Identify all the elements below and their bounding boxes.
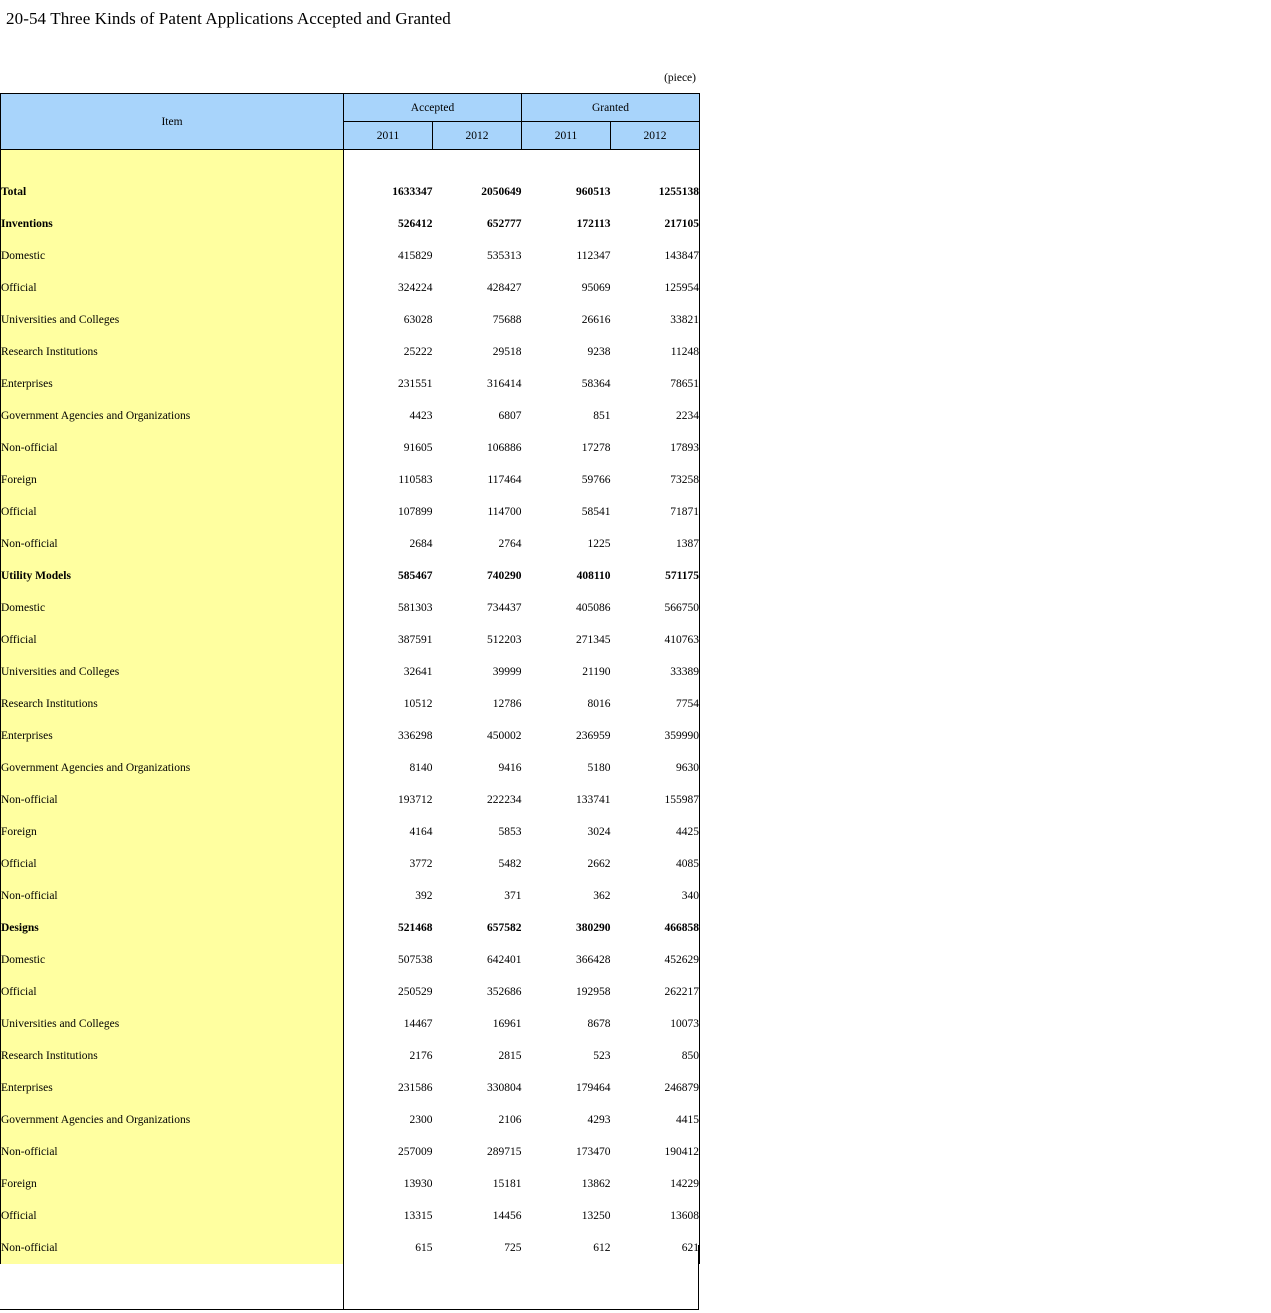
row-value: 392 bbox=[344, 880, 433, 912]
row-label: Domestic bbox=[1, 944, 344, 976]
row-value: 117464 bbox=[433, 464, 522, 496]
row-label: Government Agencies and Organizations bbox=[1, 1104, 344, 1136]
table-row bbox=[1, 528, 700, 560]
row-value: 78651 bbox=[611, 368, 700, 400]
row-label: Non-official bbox=[1, 1136, 344, 1168]
row-value: 380290 bbox=[522, 912, 611, 944]
row-value: 26616 bbox=[522, 304, 611, 336]
row-value: 4423 bbox=[344, 400, 433, 432]
row-value: 112347 bbox=[522, 240, 611, 272]
row-label: Government Agencies and Organizations bbox=[1, 400, 344, 432]
row-value: 9238 bbox=[522, 336, 611, 368]
row-value: 612 bbox=[522, 1232, 611, 1264]
row-value: 359990 bbox=[611, 720, 700, 752]
row-value: 387591 bbox=[344, 624, 433, 656]
row-value: 960513 bbox=[522, 176, 611, 208]
row-label: Official bbox=[1, 624, 344, 656]
table-row bbox=[1, 1200, 700, 1232]
row-value: 59766 bbox=[522, 464, 611, 496]
row-value: 5180 bbox=[522, 752, 611, 784]
spacer-num-cell bbox=[611, 150, 700, 177]
row-value: 7754 bbox=[611, 688, 700, 720]
row-value: 32641 bbox=[344, 656, 433, 688]
row-value: 58541 bbox=[522, 496, 611, 528]
row-value: 452629 bbox=[611, 944, 700, 976]
row-value: 9416 bbox=[433, 752, 522, 784]
row-value: 106886 bbox=[433, 432, 522, 464]
row-label: Non-official bbox=[1, 528, 344, 560]
row-label: Non-official bbox=[1, 432, 344, 464]
row-label: Domestic bbox=[1, 240, 344, 272]
row-value: 9630 bbox=[611, 752, 700, 784]
table-row bbox=[1, 912, 700, 944]
row-value: 535313 bbox=[433, 240, 522, 272]
row-label: Domestic bbox=[1, 592, 344, 624]
row-label: Official bbox=[1, 848, 344, 880]
table-left-rule bbox=[343, 1245, 344, 1310]
row-value: 526412 bbox=[344, 208, 433, 240]
row-value: 2764 bbox=[433, 528, 522, 560]
row-label: Enterprises bbox=[1, 720, 344, 752]
column-header-accepted: Accepted bbox=[344, 94, 522, 122]
row-value: 642401 bbox=[433, 944, 522, 976]
table-row bbox=[1, 592, 700, 624]
row-value: 125954 bbox=[611, 272, 700, 304]
row-label: Foreign bbox=[1, 816, 344, 848]
table-row bbox=[1, 496, 700, 528]
row-value: 652777 bbox=[433, 208, 522, 240]
table-row bbox=[1, 1040, 700, 1072]
row-value: 12786 bbox=[433, 688, 522, 720]
row-value: 15181 bbox=[433, 1168, 522, 1200]
table-bottom-rule bbox=[0, 1309, 699, 1310]
row-value: 3024 bbox=[522, 816, 611, 848]
row-value: 316414 bbox=[433, 368, 522, 400]
row-value: 271345 bbox=[522, 624, 611, 656]
row-value: 17893 bbox=[611, 432, 700, 464]
row-value: 39999 bbox=[433, 656, 522, 688]
row-value: 4415 bbox=[611, 1104, 700, 1136]
row-value: 512203 bbox=[433, 624, 522, 656]
row-label: Research Institutions bbox=[1, 688, 344, 720]
table-header bbox=[1, 94, 700, 150]
row-value: 1387 bbox=[611, 528, 700, 560]
table-row bbox=[1, 816, 700, 848]
row-value: 58364 bbox=[522, 368, 611, 400]
row-value: 133741 bbox=[522, 784, 611, 816]
unit-note: (piece) bbox=[664, 72, 696, 84]
table-row bbox=[1, 848, 700, 880]
table-row bbox=[1, 368, 700, 400]
row-value: 14456 bbox=[433, 1200, 522, 1232]
row-value: 4085 bbox=[611, 848, 700, 880]
table-row bbox=[1, 720, 700, 752]
row-value: 13930 bbox=[344, 1168, 433, 1200]
table-row bbox=[1, 784, 700, 816]
row-value: 324224 bbox=[344, 272, 433, 304]
row-value: 2106 bbox=[433, 1104, 522, 1136]
row-value: 2176 bbox=[344, 1040, 433, 1072]
row-label: Universities and Colleges bbox=[1, 1008, 344, 1040]
row-value: 250529 bbox=[344, 976, 433, 1008]
row-value: 4425 bbox=[611, 816, 700, 848]
row-value: 16961 bbox=[433, 1008, 522, 1040]
row-value: 521468 bbox=[344, 912, 433, 944]
table-row bbox=[1, 752, 700, 784]
row-label: Inventions bbox=[1, 208, 344, 240]
row-label: Enterprises bbox=[1, 368, 344, 400]
table-row bbox=[1, 336, 700, 368]
table-row bbox=[1, 1232, 700, 1264]
row-value: 5482 bbox=[433, 848, 522, 880]
row-value: 14229 bbox=[611, 1168, 700, 1200]
row-value: 581303 bbox=[344, 592, 433, 624]
table-row bbox=[1, 400, 700, 432]
row-value: 17278 bbox=[522, 432, 611, 464]
row-value: 371 bbox=[433, 880, 522, 912]
table-body bbox=[1, 150, 700, 1265]
row-value: 10512 bbox=[344, 688, 433, 720]
row-label: Universities and Colleges bbox=[1, 304, 344, 336]
row-value: 851 bbox=[522, 400, 611, 432]
column-header-item: Item bbox=[1, 94, 344, 150]
row-label: Designs bbox=[1, 912, 344, 944]
row-label: Total bbox=[1, 176, 344, 208]
row-label: Universities and Colleges bbox=[1, 656, 344, 688]
row-value: 366428 bbox=[522, 944, 611, 976]
row-value: 192958 bbox=[522, 976, 611, 1008]
row-value: 2300 bbox=[344, 1104, 433, 1136]
row-value: 850 bbox=[611, 1040, 700, 1072]
row-value: 246879 bbox=[611, 1072, 700, 1104]
table-row bbox=[1, 208, 700, 240]
row-value: 29518 bbox=[433, 336, 522, 368]
row-value: 3772 bbox=[344, 848, 433, 880]
table-row bbox=[1, 1072, 700, 1104]
page-title: 20-54 Three Kinds of Patent Applications Accepted and Granted bbox=[6, 9, 451, 28]
row-value: 95069 bbox=[522, 272, 611, 304]
row-label: Utility Models bbox=[1, 560, 344, 592]
row-value: 566750 bbox=[611, 592, 700, 624]
spacer-num-cell bbox=[522, 150, 611, 177]
column-header-accepted-2012: 2012 bbox=[433, 122, 522, 150]
column-header-accepted-2011: 2011 bbox=[344, 122, 433, 150]
row-value: 725 bbox=[433, 1232, 522, 1264]
row-value: 410763 bbox=[611, 624, 700, 656]
row-value: 5853 bbox=[433, 816, 522, 848]
row-value: 91605 bbox=[344, 432, 433, 464]
table-row bbox=[1, 1168, 700, 1200]
row-value: 1633347 bbox=[344, 176, 433, 208]
row-value: 657582 bbox=[433, 912, 522, 944]
row-value: 507538 bbox=[344, 944, 433, 976]
row-value: 231551 bbox=[344, 368, 433, 400]
row-value: 571175 bbox=[611, 560, 700, 592]
row-value: 415829 bbox=[344, 240, 433, 272]
table-row bbox=[1, 624, 700, 656]
row-value: 236959 bbox=[522, 720, 611, 752]
table-row bbox=[1, 656, 700, 688]
row-value: 155987 bbox=[611, 784, 700, 816]
row-value: 352686 bbox=[433, 976, 522, 1008]
row-value: 2684 bbox=[344, 528, 433, 560]
row-label: Official bbox=[1, 976, 344, 1008]
row-value: 8016 bbox=[522, 688, 611, 720]
row-value: 4293 bbox=[522, 1104, 611, 1136]
row-value: 114700 bbox=[433, 496, 522, 528]
row-value: 289715 bbox=[433, 1136, 522, 1168]
row-value: 217105 bbox=[611, 208, 700, 240]
row-value: 8140 bbox=[344, 752, 433, 784]
row-value: 71871 bbox=[611, 496, 700, 528]
table-row bbox=[1, 560, 700, 592]
row-label: Government Agencies and Organizations bbox=[1, 752, 344, 784]
row-value: 179464 bbox=[522, 1072, 611, 1104]
row-value: 222234 bbox=[433, 784, 522, 816]
row-value: 523 bbox=[522, 1040, 611, 1072]
row-value: 408110 bbox=[522, 560, 611, 592]
spacer-item-cell bbox=[1, 150, 344, 177]
row-value: 25222 bbox=[344, 336, 433, 368]
row-label: Non-official bbox=[1, 880, 344, 912]
row-value: 2234 bbox=[611, 400, 700, 432]
row-value: 33821 bbox=[611, 304, 700, 336]
row-value: 330804 bbox=[433, 1072, 522, 1104]
spacer-row bbox=[1, 150, 700, 177]
table-row bbox=[1, 272, 700, 304]
row-value: 8678 bbox=[522, 1008, 611, 1040]
row-value: 190412 bbox=[611, 1136, 700, 1168]
table-row bbox=[1, 880, 700, 912]
row-value: 405086 bbox=[522, 592, 611, 624]
row-value: 110583 bbox=[344, 464, 433, 496]
table-row bbox=[1, 944, 700, 976]
table-row bbox=[1, 464, 700, 496]
row-value: 172113 bbox=[522, 208, 611, 240]
table-row bbox=[1, 176, 700, 208]
row-value: 13862 bbox=[522, 1168, 611, 1200]
row-value: 740290 bbox=[433, 560, 522, 592]
row-value: 143847 bbox=[611, 240, 700, 272]
row-value: 2815 bbox=[433, 1040, 522, 1072]
row-value: 2662 bbox=[522, 848, 611, 880]
row-label: Official bbox=[1, 496, 344, 528]
row-value: 11248 bbox=[611, 336, 700, 368]
row-value: 450002 bbox=[433, 720, 522, 752]
row-value: 1255138 bbox=[611, 176, 700, 208]
row-value: 33389 bbox=[611, 656, 700, 688]
row-value: 585467 bbox=[344, 560, 433, 592]
row-value: 362 bbox=[522, 880, 611, 912]
row-value: 13250 bbox=[522, 1200, 611, 1232]
spacer-num-cell bbox=[433, 150, 522, 177]
row-value: 466858 bbox=[611, 912, 700, 944]
table-row bbox=[1, 1104, 700, 1136]
row-label: Research Institutions bbox=[1, 1040, 344, 1072]
row-value: 63028 bbox=[344, 304, 433, 336]
table-row bbox=[1, 304, 700, 336]
table-row bbox=[1, 1136, 700, 1168]
row-label: Official bbox=[1, 272, 344, 304]
row-value: 21190 bbox=[522, 656, 611, 688]
column-header-granted: Granted bbox=[522, 94, 700, 122]
row-value: 262217 bbox=[611, 976, 700, 1008]
table-right-rule bbox=[698, 1245, 699, 1310]
table-row bbox=[1, 1008, 700, 1040]
row-label: Research Institutions bbox=[1, 336, 344, 368]
row-label: Non-official bbox=[1, 784, 344, 816]
table-row bbox=[1, 976, 700, 1008]
row-value: 336298 bbox=[344, 720, 433, 752]
row-value: 257009 bbox=[344, 1136, 433, 1168]
row-value: 173470 bbox=[522, 1136, 611, 1168]
row-value: 193712 bbox=[344, 784, 433, 816]
row-value: 13315 bbox=[344, 1200, 433, 1232]
row-value: 231586 bbox=[344, 1072, 433, 1104]
row-value: 340 bbox=[611, 880, 700, 912]
row-value: 10073 bbox=[611, 1008, 700, 1040]
row-value: 2050649 bbox=[433, 176, 522, 208]
row-label: Enterprises bbox=[1, 1072, 344, 1104]
row-label: Foreign bbox=[1, 464, 344, 496]
column-header-granted-2012: 2012 bbox=[611, 122, 700, 150]
row-value: 73258 bbox=[611, 464, 700, 496]
row-label: Foreign bbox=[1, 1168, 344, 1200]
row-value: 615 bbox=[344, 1232, 433, 1264]
row-value: 13608 bbox=[611, 1200, 700, 1232]
spacer-num-cell bbox=[344, 150, 433, 177]
row-value: 621 bbox=[611, 1232, 700, 1264]
row-value: 75688 bbox=[433, 304, 522, 336]
row-label: Official bbox=[1, 1200, 344, 1232]
table-row bbox=[1, 432, 700, 464]
row-value: 428427 bbox=[433, 272, 522, 304]
table-row bbox=[1, 240, 700, 272]
column-header-granted-2011: 2011 bbox=[522, 122, 611, 150]
row-value: 1225 bbox=[522, 528, 611, 560]
row-value: 6807 bbox=[433, 400, 522, 432]
table-row bbox=[1, 688, 700, 720]
row-value: 14467 bbox=[344, 1008, 433, 1040]
row-value: 734437 bbox=[433, 592, 522, 624]
row-label: Non-official bbox=[1, 1232, 344, 1264]
patent-applications-table bbox=[0, 93, 700, 1264]
row-value: 107899 bbox=[344, 496, 433, 528]
row-value: 4164 bbox=[344, 816, 433, 848]
